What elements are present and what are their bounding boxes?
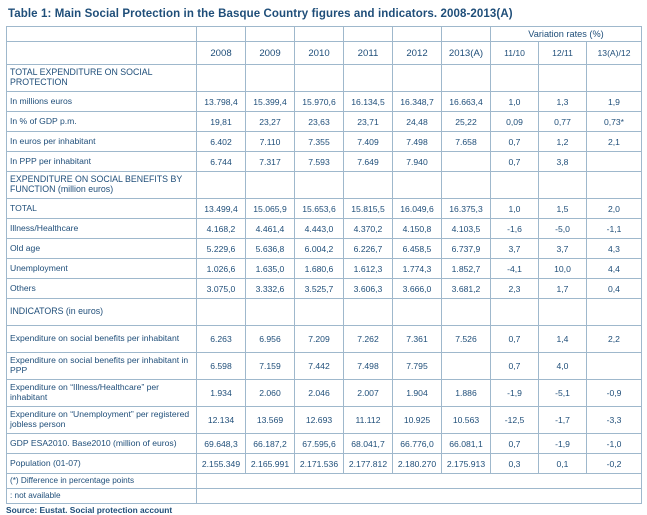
table-row [7, 112, 642, 132]
cell-2013a: 4.103,5 [442, 219, 491, 239]
cell-2011: 15.815,5 [344, 199, 393, 219]
cell-2012: 7.498 [393, 132, 442, 152]
header-label-blank [7, 42, 197, 65]
cell-v1: 0,7 [491, 152, 539, 172]
section-cell-2010 [295, 299, 344, 326]
table-row [7, 132, 642, 152]
cell-v2: 10,0 [539, 259, 587, 279]
header-spacer-3 [295, 27, 344, 42]
cell-2012: 16.049,6 [393, 199, 442, 219]
cell-v1: 3,7 [491, 239, 539, 259]
cell-v2: -5,1 [539, 380, 587, 407]
cell-v1: 1,0 [491, 199, 539, 219]
table-row [7, 219, 642, 239]
cell-2008: 1.026,6 [197, 259, 246, 279]
cell-v2: 1,7 [539, 279, 587, 299]
cell-v3: 4,4 [587, 259, 642, 279]
cell-2012: 24,48 [393, 112, 442, 132]
section-header-total-expenditure [7, 65, 642, 92]
header-year-2011: 2011 [344, 42, 393, 65]
cell-2011: 1.612,3 [344, 259, 393, 279]
section-header-expenditure-by-function [7, 172, 642, 199]
section-label: EXPENDITURE ON SOCIAL BENEFITS BY FUNCTION (million euros) [7, 172, 197, 199]
cell-2010: 3.525,7 [295, 279, 344, 299]
cell-v2: -5,0 [539, 219, 587, 239]
header-year-2009: 2009 [246, 42, 295, 65]
row-label: Others [7, 279, 197, 299]
section-cell-v3 [587, 172, 642, 199]
source-note [6, 504, 641, 515]
page-title: Table 1: Main Social Protection in the Basque Country figures and indicators. 2008-2013(A) [8, 8, 513, 20]
header-var-12-11: 12/11 [539, 42, 587, 65]
section-label: INDICATORS (in euros) [7, 299, 197, 326]
row-label: Expenditure on social benefits per inhabitant [7, 326, 197, 353]
cell-2013a: 7.526 [442, 326, 491, 353]
header-spacer-2 [246, 27, 295, 42]
cell-2011: 7.409 [344, 132, 393, 152]
cell-2009: 3.332,6 [246, 279, 295, 299]
row-label: Unemployment [7, 259, 197, 279]
header-spacer-6 [442, 27, 491, 42]
cell-2012: 1.904 [393, 380, 442, 407]
cell-2009: 5.636,8 [246, 239, 295, 259]
table-row [7, 407, 642, 434]
section-cell-2009 [246, 299, 295, 326]
section-cell-v3 [587, 65, 642, 92]
header-year-2013a: 2013(A) [442, 42, 491, 65]
cell-2010: 15.970,6 [295, 92, 344, 112]
cell-2012: 3.666,0 [393, 279, 442, 299]
cell-2008: 13.798,4 [197, 92, 246, 112]
section-cell-v2 [539, 172, 587, 199]
cell-v2: 1,3 [539, 92, 587, 112]
section-label: TOTAL EXPENDITURE ON SOCIAL PROTECTION [7, 65, 197, 92]
cell-v2: 4,0 [539, 353, 587, 380]
section-cell-2008 [197, 65, 246, 92]
cell-v2: 0,77 [539, 112, 587, 132]
table-row [7, 92, 642, 112]
cell-v1: -1,9 [491, 380, 539, 407]
cell-2009: 15.065,9 [246, 199, 295, 219]
cell-v3: 0,4 [587, 279, 642, 299]
cell-2011: 6.226,7 [344, 239, 393, 259]
social-protection-table [6, 26, 642, 504]
cell-2009: 66.187,2 [246, 434, 295, 454]
cell-2013a: 1.886 [442, 380, 491, 407]
section-cell-v2 [539, 299, 587, 326]
cell-v3: 1,9 [587, 92, 642, 112]
section-cell-v3 [587, 299, 642, 326]
cell-2010: 15.653,6 [295, 199, 344, 219]
cell-2011: 68.041,7 [344, 434, 393, 454]
section-cell-2011 [344, 65, 393, 92]
row-label: TOTAL [7, 199, 197, 219]
row-label: Old age [7, 239, 197, 259]
cell-2013a: 66.081,1 [442, 434, 491, 454]
section-cell-2012 [393, 172, 442, 199]
cell-2010: 7.355 [295, 132, 344, 152]
cell-v1: 0,7 [491, 353, 539, 380]
row-label: In millions euros [7, 92, 197, 112]
cell-v2: 1,2 [539, 132, 587, 152]
section-cell-v2 [539, 65, 587, 92]
cell-2008: 6.598 [197, 353, 246, 380]
cell-2008: 1.934 [197, 380, 246, 407]
cell-2010: 1.680,6 [295, 259, 344, 279]
cell-2013a: 3.681,2 [442, 279, 491, 299]
cell-v2: 0,1 [539, 454, 587, 474]
cell-v1: -4,1 [491, 259, 539, 279]
table-body [7, 65, 642, 504]
cell-2009: 13.569 [246, 407, 295, 434]
cell-v3 [587, 152, 642, 172]
table-row [7, 353, 642, 380]
cell-2011: 16.134,5 [344, 92, 393, 112]
cell-v3: -1,0 [587, 434, 642, 454]
cell-2012: 7.940 [393, 152, 442, 172]
cell-2013a: 2.175.913 [442, 454, 491, 474]
header-year-2010: 2010 [295, 42, 344, 65]
cell-2008: 4.168,2 [197, 219, 246, 239]
section-cell-v1 [491, 299, 539, 326]
cell-2011: 23,71 [344, 112, 393, 132]
cell-2011: 3.606,3 [344, 279, 393, 299]
header-year-2008: 2008 [197, 42, 246, 65]
section-cell-v1 [491, 172, 539, 199]
cell-v3 [587, 353, 642, 380]
section-header-indicators [7, 299, 642, 326]
cell-v1: -12,5 [491, 407, 539, 434]
cell-2008: 6.263 [197, 326, 246, 353]
cell-v2: 1,5 [539, 199, 587, 219]
section-cell-2013a [442, 299, 491, 326]
cell-2010: 12.693 [295, 407, 344, 434]
cell-2011: 4.370,2 [344, 219, 393, 239]
header-spacer-label [7, 27, 197, 42]
cell-2010: 6.004,2 [295, 239, 344, 259]
cell-v3: -1,1 [587, 219, 642, 239]
cell-2012: 66.776,0 [393, 434, 442, 454]
variation-rates-title: Variation rates (%) [491, 27, 642, 42]
cell-2012: 1.774,3 [393, 259, 442, 279]
table-row [7, 259, 642, 279]
row-label: Expenditure on “Unemployment” per registered jobless person [7, 407, 197, 434]
cell-2013a: 25,22 [442, 112, 491, 132]
cell-2012: 6.458,5 [393, 239, 442, 259]
cell-v1: 0,3 [491, 454, 539, 474]
table-row [7, 199, 642, 219]
table-row [7, 380, 642, 407]
footnote-not-available: : not available [7, 488, 197, 503]
table-header [7, 27, 642, 65]
cell-v1: 1,0 [491, 92, 539, 112]
footnote-row-2 [7, 488, 642, 503]
cell-v2: 3,8 [539, 152, 587, 172]
cell-v1: 0,09 [491, 112, 539, 132]
cell-2013a: 1.852,7 [442, 259, 491, 279]
cell-2008: 3.075,0 [197, 279, 246, 299]
header-row-variation-title [7, 27, 642, 42]
cell-2012: 7.361 [393, 326, 442, 353]
cell-v1: 2,3 [491, 279, 539, 299]
table-row [7, 454, 642, 474]
cell-2008: 13.499,4 [197, 199, 246, 219]
row-label: Expenditure on “Illness/Healthcare” per inhabitant [7, 380, 197, 407]
section-cell-2013a [442, 65, 491, 92]
section-cell-2010 [295, 172, 344, 199]
cell-v3: -0,9 [587, 380, 642, 407]
cell-2010: 67.595,6 [295, 434, 344, 454]
table-row [7, 279, 642, 299]
section-cell-2011 [344, 299, 393, 326]
cell-2009: 2.165.991 [246, 454, 295, 474]
cell-v3: 0,73* [587, 112, 642, 132]
cell-2010: 2.171.536 [295, 454, 344, 474]
section-cell-2012 [393, 299, 442, 326]
section-cell-2009 [246, 65, 295, 92]
cell-2010: 7.209 [295, 326, 344, 353]
cell-2009: 7.317 [246, 152, 295, 172]
cell-2008: 5.229,6 [197, 239, 246, 259]
header-spacer-4 [344, 27, 393, 42]
cell-2010: 4.443,0 [295, 219, 344, 239]
footnote-row-2-filler [197, 488, 642, 503]
cell-v1: 0,7 [491, 132, 539, 152]
cell-2012: 10.925 [393, 407, 442, 434]
cell-2012: 2.180.270 [393, 454, 442, 474]
cell-v1: 0,7 [491, 326, 539, 353]
cell-2011: 2.177.812 [344, 454, 393, 474]
row-label: In % of GDP p.m. [7, 112, 197, 132]
row-label: In euros per inhabitant [7, 132, 197, 152]
header-var-11-10: 11/10 [491, 42, 539, 65]
table-row [7, 434, 642, 454]
footnote-difference: (*) Difference in percentage points [7, 474, 197, 489]
cell-2013a: 16.663,4 [442, 92, 491, 112]
cell-2011: 2.007 [344, 380, 393, 407]
row-label: In PPP per inhabitant [7, 152, 197, 172]
cell-v3: 2,1 [587, 132, 642, 152]
footnote-row-filler [197, 474, 642, 489]
cell-v1: -1,6 [491, 219, 539, 239]
cell-2011: 7.262 [344, 326, 393, 353]
table-row [7, 152, 642, 172]
cell-v3: 2,2 [587, 326, 642, 353]
section-cell-v1 [491, 65, 539, 92]
cell-v2: -1,7 [539, 407, 587, 434]
cell-2009: 4.461,4 [246, 219, 295, 239]
cell-2008: 12.134 [197, 407, 246, 434]
cell-v3: -3,3 [587, 407, 642, 434]
cell-2010: 7.442 [295, 353, 344, 380]
cell-2009: 23,27 [246, 112, 295, 132]
cell-2012: 4.150,8 [393, 219, 442, 239]
table-row [7, 326, 642, 353]
section-cell-2012 [393, 65, 442, 92]
cell-2008: 19,81 [197, 112, 246, 132]
cell-2013a [442, 353, 491, 380]
source-text: Source: Eustat. Social protection account [6, 504, 173, 515]
cell-2010: 2.046 [295, 380, 344, 407]
cell-2009: 7.110 [246, 132, 295, 152]
cell-2008: 6.402 [197, 132, 246, 152]
header-var-13-12: 13(A)/12 [587, 42, 642, 65]
cell-2011: 7.649 [344, 152, 393, 172]
cell-2009: 2.060 [246, 380, 295, 407]
section-cell-2011 [344, 172, 393, 199]
row-label: Expenditure on social benefits per inhabitant in PPP [7, 353, 197, 380]
cell-2013a: 10.563 [442, 407, 491, 434]
header-spacer-1 [197, 27, 246, 42]
cell-v3: 2,0 [587, 199, 642, 219]
section-cell-2008 [197, 172, 246, 199]
cell-2008: 69.648,3 [197, 434, 246, 454]
header-year-2012: 2012 [393, 42, 442, 65]
cell-2012: 7.795 [393, 353, 442, 380]
cell-v1: 0,7 [491, 434, 539, 454]
cell-v2: -1,9 [539, 434, 587, 454]
row-label: Illness/Healthcare [7, 219, 197, 239]
cell-2013a: 6.737,9 [442, 239, 491, 259]
header-row-years [7, 42, 642, 65]
cell-2008: 6.744 [197, 152, 246, 172]
cell-2013a: 16.375,3 [442, 199, 491, 219]
cell-2009: 15.399,4 [246, 92, 295, 112]
section-cell-2013a [442, 172, 491, 199]
cell-2013a: 7.658 [442, 132, 491, 152]
header-spacer-5 [393, 27, 442, 42]
table-row [7, 239, 642, 259]
cell-2008: 2.155.349 [197, 454, 246, 474]
cell-v3: -0,2 [587, 454, 642, 474]
footnote-row [7, 474, 642, 489]
cell-2011: 7.498 [344, 353, 393, 380]
section-cell-2008 [197, 299, 246, 326]
cell-2011: 11.112 [344, 407, 393, 434]
row-label: Population (01-07) [7, 454, 197, 474]
cell-2009: 7.159 [246, 353, 295, 380]
cell-2013a [442, 152, 491, 172]
cell-2012: 16.348,7 [393, 92, 442, 112]
cell-v2: 3,7 [539, 239, 587, 259]
row-label: GDP ESA2010. Base2010 (million of euros) [7, 434, 197, 454]
cell-v2: 1,4 [539, 326, 587, 353]
cell-2009: 6.956 [246, 326, 295, 353]
cell-2010: 7.593 [295, 152, 344, 172]
cell-2010: 23,63 [295, 112, 344, 132]
cell-2009: 1.635,0 [246, 259, 295, 279]
section-cell-2010 [295, 65, 344, 92]
cell-v3: 4,3 [587, 239, 642, 259]
section-cell-2009 [246, 172, 295, 199]
